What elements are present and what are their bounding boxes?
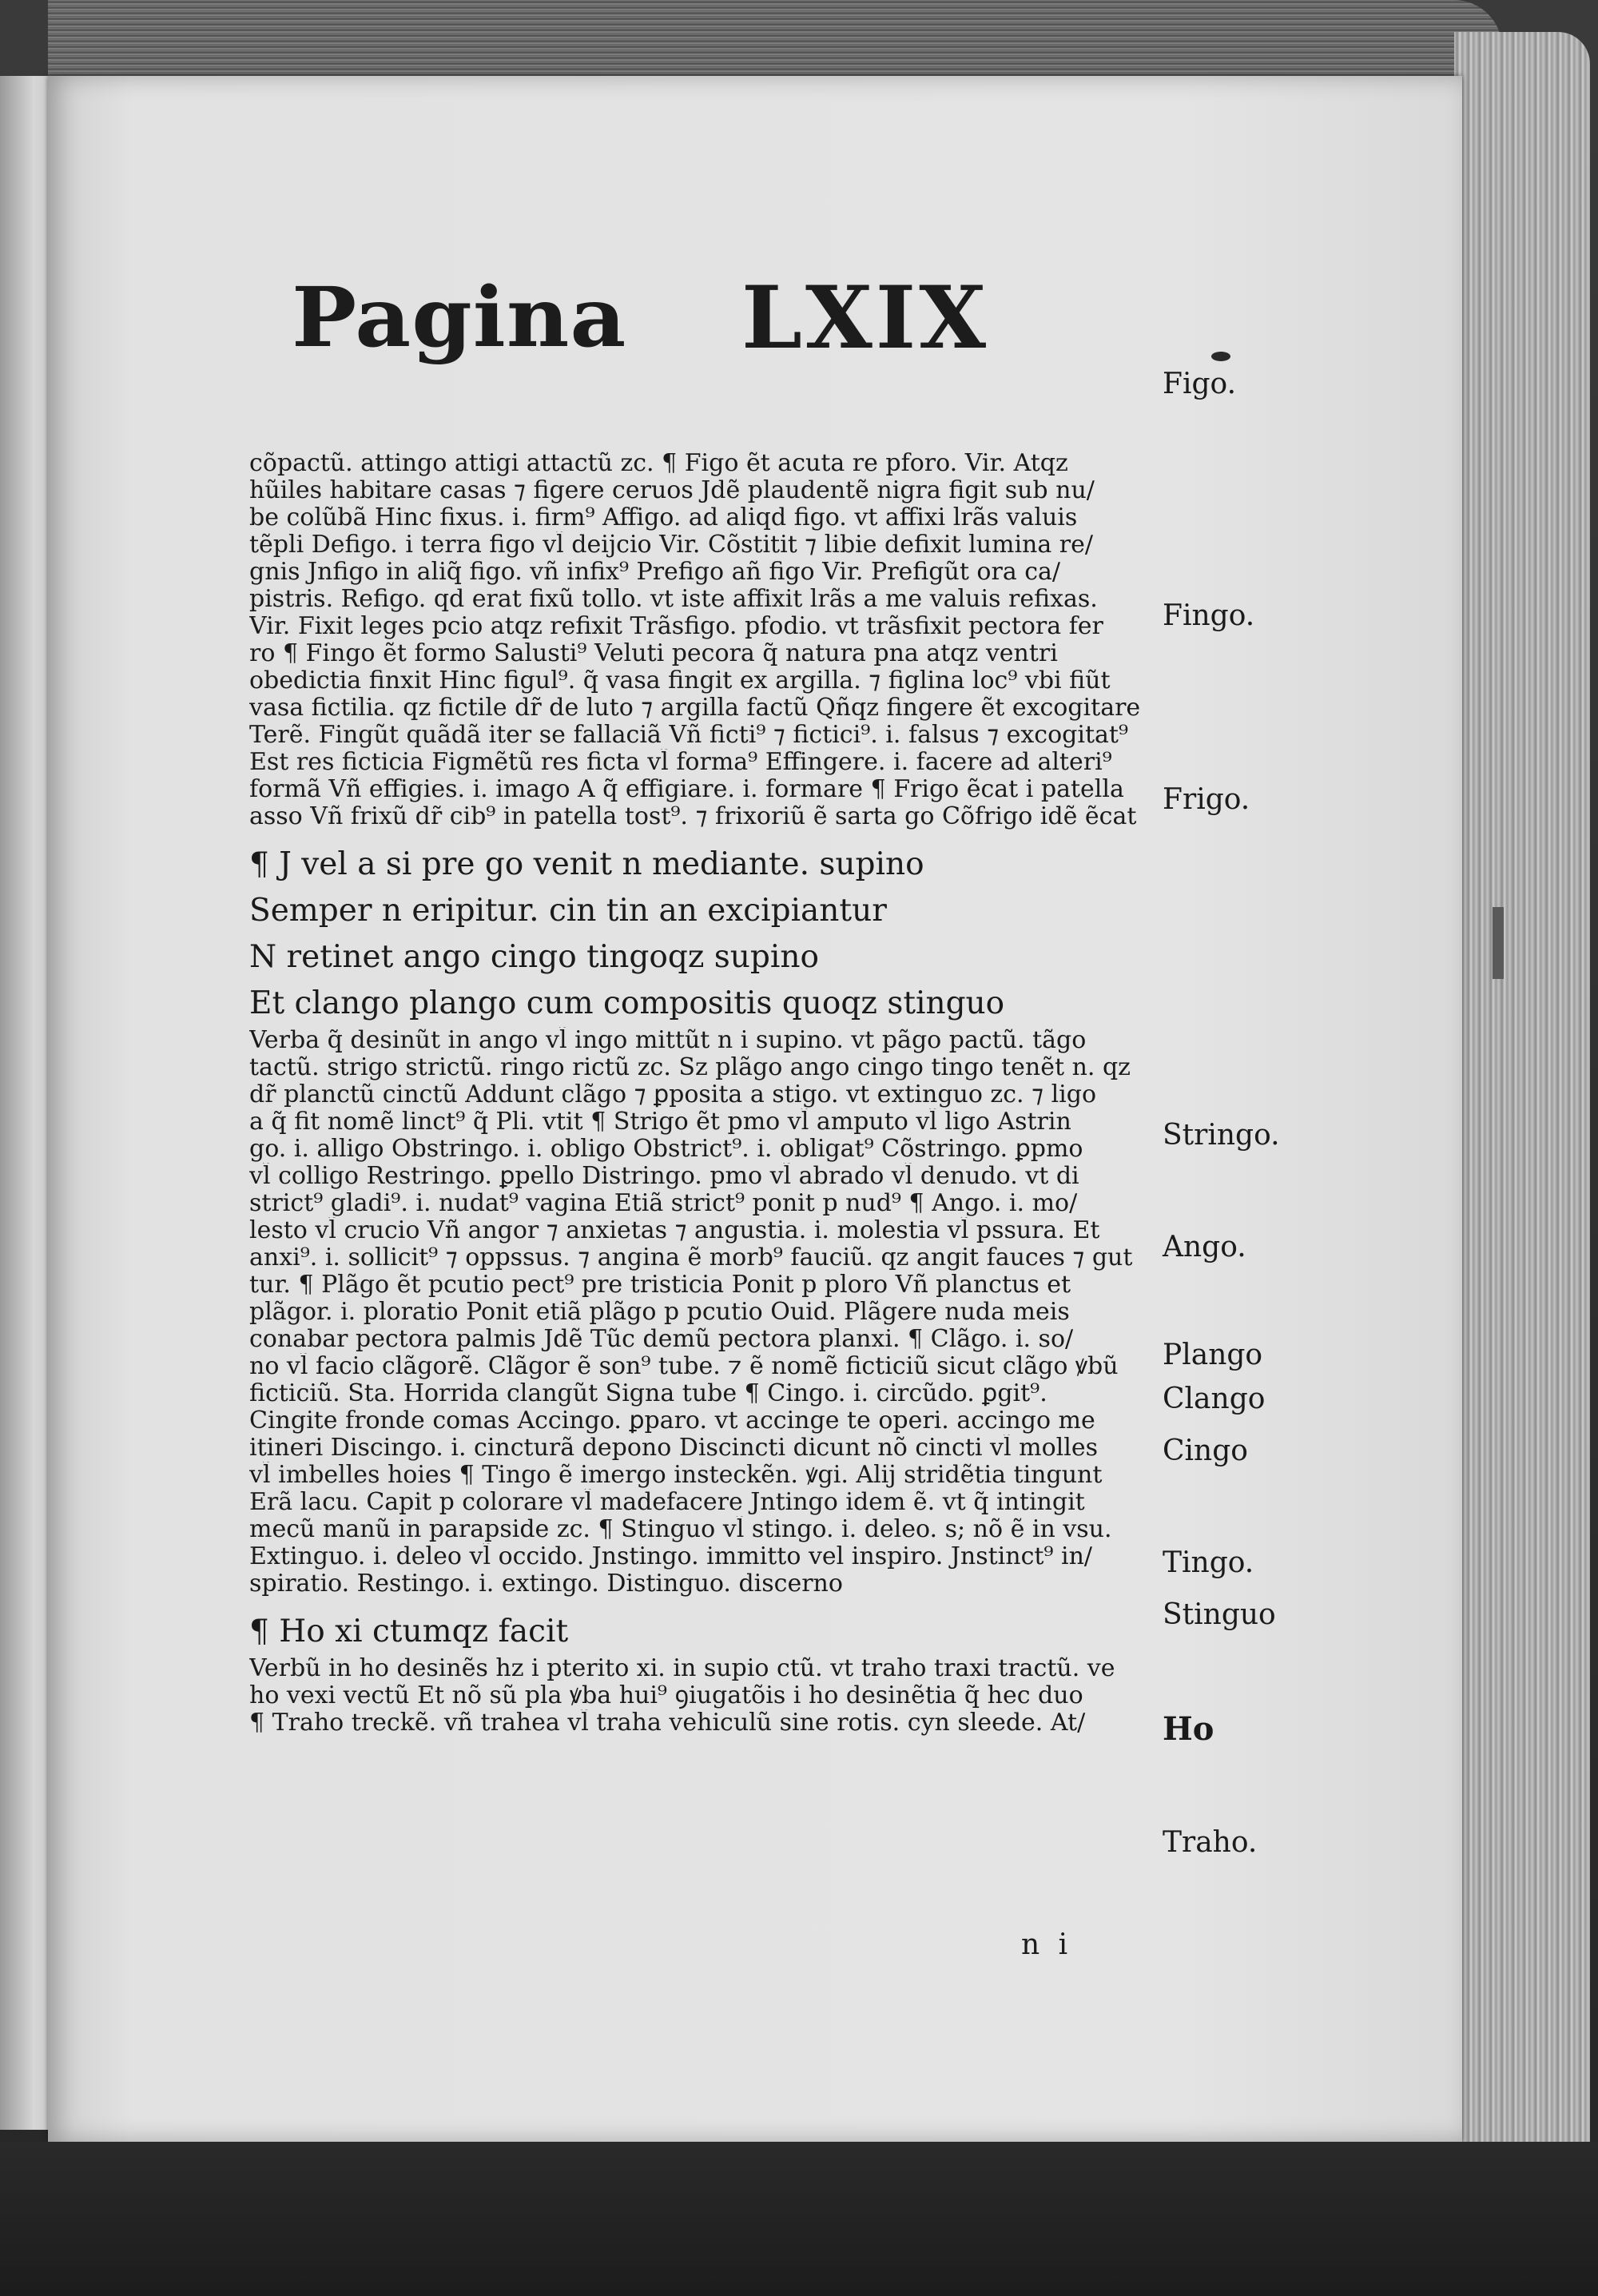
text-line: Cingite fronde comas Accingo. ꝑparo. vt accinge te operi. accingo me bbox=[249, 1407, 1095, 1435]
scan-bottom-shadow bbox=[0, 2142, 1598, 2296]
margin-note: Clango bbox=[1163, 1383, 1266, 1415]
signature-mark: n i bbox=[1021, 1928, 1073, 1961]
text-line: tactũ. strigo strictũ. ringo rictũ zc. Sz plãgo ango cingo tingo tenẽt n. qz bbox=[249, 1054, 1131, 1081]
text-line: vl̃ imbelles hoies ¶ Tingo ẽ imergo insteckẽn. ꝟgi. Alij stridẽtia tingunt bbox=[249, 1462, 1103, 1489]
text-line: be colũbã Hinc fixus. i. firm⁹ Affigo. ad aliqd figo. vt affixi lrãs valuis bbox=[249, 504, 1078, 531]
text-line: vasa fictilia. qz fictile dr̃ de luto ⁊ argilla factũ Qñqz fingere ẽt excogitare bbox=[249, 694, 1141, 722]
main-text-block bbox=[249, 450, 1168, 1737]
book-top-edge bbox=[48, 0, 1502, 88]
page-marker-tab bbox=[1493, 907, 1504, 979]
text-line: tur. ¶ Plãgo ẽt pcutio pect⁹ pre tristicia Ponit p ploro Vñ planctus et bbox=[249, 1271, 1071, 1299]
margin-note: Traho. bbox=[1163, 1826, 1258, 1859]
text-line: gnis Jnfigo in aliq̃ figo. vñ infix⁹ Prefigo añ figo Vir. Prefigũt ora ca/ bbox=[249, 559, 1061, 586]
text-line: Extinguo. i. deleo vl̃ occido. Jnstingo. immitto vel inspiro. Jnstinct⁹ in/ bbox=[249, 1543, 1093, 1570]
text-line: a q̃ fit nomẽ linct⁹ q̃ Pli. vtit ¶ Strigo ẽt pmo vl̃ amputo vl̃ ligo Astrin bbox=[249, 1108, 1071, 1136]
ink-fleck bbox=[1211, 352, 1230, 361]
text-line: formã Vñ effigies. i. imago A q̃ effigiare. i. formare ¶ Frigo ẽcat i patella bbox=[249, 776, 1124, 803]
text-line: dr̃ planctũ cinctũ Addunt clãgo ⁊ ꝑposita a stigo. vt extinguo zc. ⁊ ligo bbox=[249, 1081, 1097, 1108]
verse-line: ¶ Ho xi ctumqz facit bbox=[249, 1614, 569, 1649]
text-line: ¶ Traho treckẽ. vñ trahea vl̃ traha vehiculũ sine rotis. cyn sleede. At/ bbox=[249, 1709, 1086, 1737]
book-page bbox=[48, 76, 1462, 2142]
text-line: itineri Discingo. i. cincturã depono Discincti dicunt nõ cincti vl̃ molles bbox=[249, 1435, 1098, 1462]
text-line: pistris. Refigo. qd erat fixũ tollo. vt iste affixit lrãs a me valuis refixas. bbox=[249, 586, 1098, 613]
text-line: conabar pectora palmis Jdẽ Tũc demũ pectora planxi. ¶ Clãgo. i. so/ bbox=[249, 1326, 1074, 1353]
text-line: no vl̃ facio clãgorẽ. Clãgor ẽ son⁹ tube. ⁊ ẽ nomẽ ficticiũ sicut clãgo ꝟbũ bbox=[249, 1353, 1119, 1380]
text-line: plãgor. i. ploratio Ponit etiã plãgo p pcutio Ouid. Plãgere nuda meis bbox=[249, 1299, 1070, 1326]
text-line: Est res ficticia Figmẽtũ res ficta vl̃ forma⁹ Effingere. i. facere ad alteri⁹ bbox=[249, 749, 1112, 776]
margin-note: Stringo. bbox=[1163, 1119, 1280, 1152]
text-line: strict⁹ gladi⁹. i. nudat⁹ vagina Etiã strict⁹ ponit p nud⁹ ¶ Ango. i. mo/ bbox=[249, 1190, 1078, 1217]
text-line: Verbũ in ho desinẽs hz i pterito xi. in supio ctũ. vt traho traxi tractũ. ve bbox=[249, 1655, 1115, 1682]
text-line: spiratio. Restingo. i. extingo. Distinguo. discerno bbox=[249, 1570, 843, 1598]
verse-line: ¶ J vel a si pre go venit n mediante. supino bbox=[249, 846, 924, 882]
text-line: mecũ manũ in parapside zc. ¶ Stinguo vl̃ stingo. i. deleo. s; nõ ẽ in vsu. bbox=[249, 1516, 1112, 1543]
margin-note: Cingo bbox=[1163, 1435, 1248, 1467]
text-line: Vir. Fixit leges pcio atqz refixit Trãsfigo. pfodio. vt trãsfixit pectora fer bbox=[249, 613, 1103, 640]
text-line: lesto vl̃ crucio Vñ angor ⁊ anxietas ⁊ angustia. i. molestia vl̃ pssura. Et bbox=[249, 1217, 1100, 1244]
text-line: asso Vñ frixũ dr̃ cib⁹ in patella tost⁹. ⁊ frixoriũ ẽ sarta go Cõfrigo idẽ ẽcat bbox=[249, 803, 1137, 830]
verse-line: N retinet ango cingo tingoqz supino bbox=[249, 939, 819, 975]
text-line: ho vexi vectũ Et nõ sũ pla ꝟba hui⁹ ꝯiugatõis i ho desinẽtia q̃ hec duo bbox=[249, 1682, 1083, 1709]
page-header-word: Pagina bbox=[292, 270, 627, 366]
text-line: go. i. alligo Obstringo. i. obligo Obstrict⁹. i. obligat⁹ Cõstringo. ꝑpmo bbox=[249, 1136, 1083, 1163]
text-line: ficticiũ. Sta. Horrida clangũt Signa tube ¶ Cingo. i. circũdo. ꝑgit⁹. bbox=[249, 1380, 1047, 1407]
margin-note: Tingo. bbox=[1163, 1546, 1254, 1579]
margin-note: Fingo. bbox=[1163, 599, 1255, 632]
page-number-roman: LXIX bbox=[741, 268, 990, 368]
margin-note: Frigo. bbox=[1163, 783, 1250, 816]
text-line: vl̃ colligo Restringo. ꝑpello Distringo. pmo vl̃ abrado vl̃ denudo. vt di bbox=[249, 1163, 1079, 1190]
margin-note: Ho bbox=[1163, 1710, 1214, 1748]
verse-line: Et clango plango cum compositis quoqz stinguo bbox=[249, 985, 1005, 1021]
text-line: hũiles habitare casas ⁊ figere ceruos Jdẽ plaudentẽ nigra figit sub nu/ bbox=[249, 477, 1095, 504]
margin-note: Ango. bbox=[1163, 1231, 1246, 1263]
margin-note: Plango bbox=[1163, 1339, 1263, 1371]
margin-note: Stinguo bbox=[1163, 1598, 1276, 1631]
text-line: Verba q̃ desinũt in ango vl̃ ingo mittũt n i supino. vt pãgo pactũ. tãgo bbox=[249, 1027, 1087, 1054]
text-line: tẽpli Defigo. i terra figo vl̃ deijcio Vir. Cõstitit ⁊ libie defixit lumina re/ bbox=[249, 531, 1094, 559]
verse-line: Semper n eripitur. cin tin an excipiantur bbox=[249, 893, 887, 929]
text-line: Erã lacu. Capit p colorare vl̃ madefacere Jntingo idem ẽ. vt q̃ intingit bbox=[249, 1489, 1085, 1516]
text-line: anxi⁹. i. sollicit⁹ ⁊ oppssus. ⁊ angina ẽ morb⁹ fauciũ. qz angit fauces ⁊ gut bbox=[249, 1244, 1133, 1271]
margin-note: Figo. bbox=[1163, 368, 1237, 400]
text-line: ro ¶ Fingo ẽt formo Salusti⁹ Veluti pecora q̃ natura pna atqz ventri bbox=[249, 640, 1058, 667]
page-stack-edge bbox=[1454, 32, 1590, 2222]
text-line: obedictia finxit Hinc figul⁹. q̃ vasa fingit ex argilla. ⁊ figlina loc⁹ vbi fiũt bbox=[249, 667, 1111, 694]
text-line: cõpactũ. attingo attigi attactũ zc. ¶ Figo ẽt acuta re pforo. Vir. Atqz bbox=[249, 450, 1068, 477]
text-line: Terẽ. Fingũt quãdã iter se fallaciã Vñ ficti⁹ ⁊ fictici⁹. i. falsus ⁊ excogitat⁹ bbox=[249, 722, 1128, 749]
